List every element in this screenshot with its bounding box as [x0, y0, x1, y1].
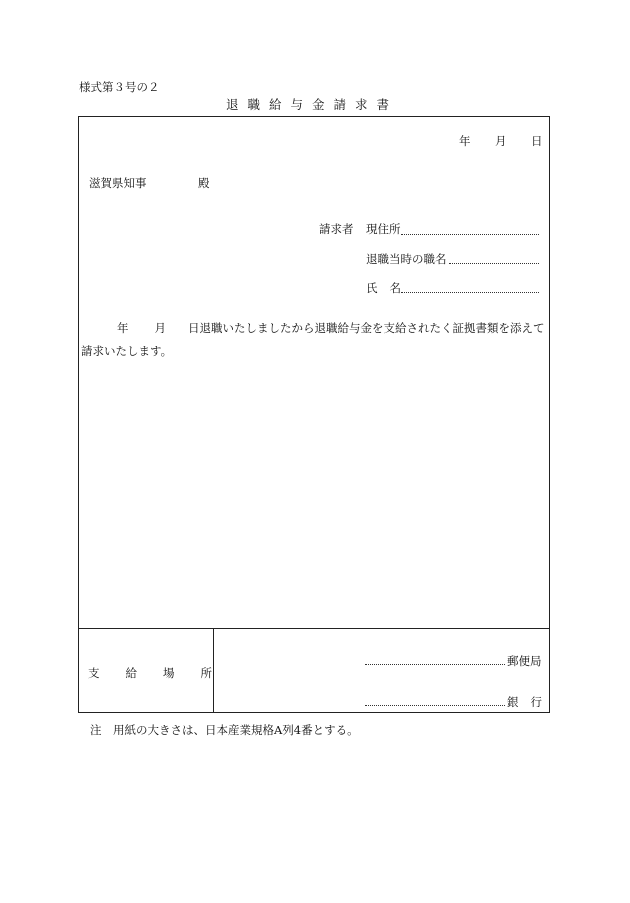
date-year-label: 年 [459, 134, 471, 148]
bank-label: 銀行 [507, 695, 554, 709]
position-field[interactable] [449, 263, 539, 264]
name-field[interactable] [401, 292, 539, 293]
name-label: 氏名 [366, 281, 413, 295]
payment-place-label: 支給場所 [88, 666, 238, 680]
body-line-2: 請求いたします。 [81, 344, 173, 358]
form-frame [78, 116, 554, 713]
date-day-label: 日 [531, 134, 543, 148]
form-number: 様式第３号の２ [79, 80, 160, 94]
footnote: 注 用紙の大きさは、日本産業規格A列4番とする。 [90, 723, 359, 737]
bank-field[interactable] [365, 705, 505, 706]
post-office-field[interactable] [365, 664, 505, 665]
document-title: 退職給与金請求書 [226, 97, 399, 112]
position-label: 退職当時の職名 [366, 252, 447, 266]
body-line-1 [117, 320, 545, 336]
post-office-label: 郵便局 [507, 654, 542, 668]
payment-divider [79, 628, 549, 629]
body-month: 月 [154, 321, 166, 335]
date-month-label: 月 [495, 134, 507, 148]
address-field[interactable] [401, 234, 539, 235]
body-year: 年 [117, 321, 129, 335]
address-label: 現住所 [366, 222, 401, 236]
body-line-1-rest: 日退職いたしましたから退職給与金を支給されたく証拠書類を添えて [188, 321, 545, 335]
honorific: 殿 [198, 176, 210, 190]
addressee: 滋賀県知事 [89, 176, 147, 190]
claimant-label: 請求者 [319, 222, 354, 236]
